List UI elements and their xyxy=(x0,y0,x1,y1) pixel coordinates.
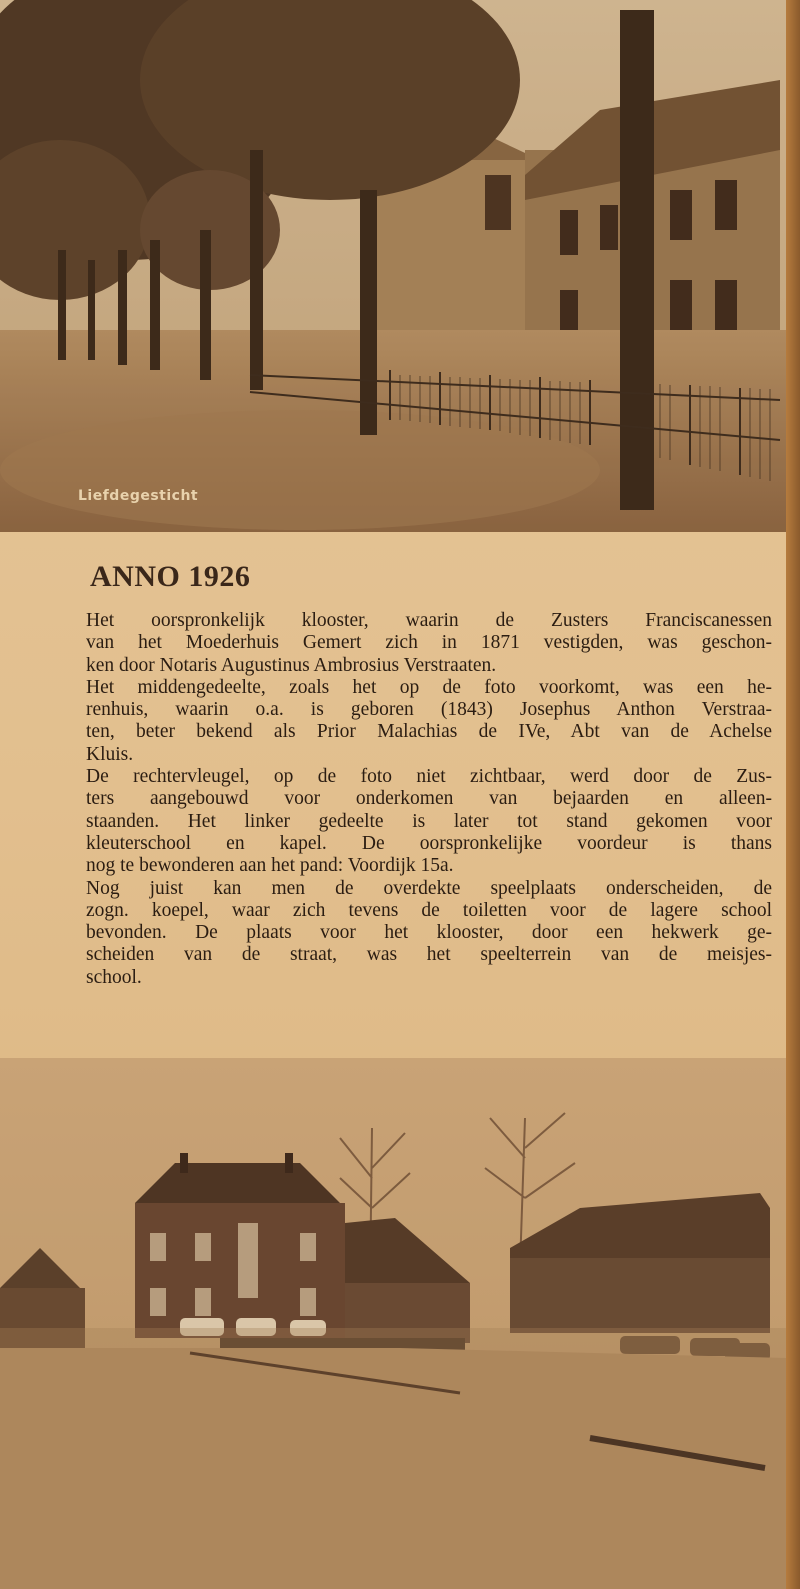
text-line: zogn. koepel, waar zich tevens de toiletten voor de lagere school xyxy=(86,899,772,921)
modern-street-photo xyxy=(0,1058,786,1589)
text-line: school. xyxy=(86,966,142,988)
text-line: scheiden van de straat, was het speelterrein van de meisjes- xyxy=(86,944,772,966)
text-line: Kluis. xyxy=(86,743,134,765)
paragraph-1 xyxy=(86,610,772,677)
text-line: bevonden. De plaats voor het klooster, door een hekwerk ge- xyxy=(86,922,772,944)
page-edge xyxy=(786,0,800,1589)
photo-caption: Liefdegesticht xyxy=(78,488,199,504)
text-line: ters aangebouwd voor onderkomen van bejaarden en alleen- xyxy=(86,788,772,810)
text-line: ten, beter bekend als Prior Malachias de IVe, Abt van de Achelse xyxy=(86,721,772,743)
text-line: renhuis, waarin o.a. is geboren (1843) Josephus Anthon Verstraa- xyxy=(86,699,772,721)
text-line: Het middengedeelte, zoals het op de foto voorkomt, was een he- xyxy=(86,676,772,698)
text-line: ken door Notaris Augustinus Ambrosius Verstraaten. xyxy=(86,654,497,676)
text-line: De rechtervleugel, op de foto niet zichtbaar, werd door de Zus- xyxy=(86,766,772,788)
paragraph-2 xyxy=(86,677,772,766)
article-headline: ANNO 1926 xyxy=(90,560,251,593)
text-line: van het Moederhuis Gemert zich in 1871 vestigden, was geschon- xyxy=(86,632,772,654)
historic-convent-photo xyxy=(0,0,786,532)
text-line: staanden. Het linker gedeelte is later tot stand gekomen voor xyxy=(86,810,772,832)
text-line: Het oorspronkelijk klooster, waarin de Zusters Franciscanessen xyxy=(86,610,772,631)
text-line: Nog juist kan men de overdekte speelplaats onderscheiden, de xyxy=(86,877,772,899)
paragraph-3 xyxy=(86,766,772,877)
text-line: kleuterschool en kapel. De oorspronkelijke voordeur is thans xyxy=(86,832,772,854)
article xyxy=(86,560,772,989)
text-line: nog te bewonderen aan het pand: Voordijk 15a. xyxy=(86,855,454,877)
paragraph-4 xyxy=(86,878,772,989)
